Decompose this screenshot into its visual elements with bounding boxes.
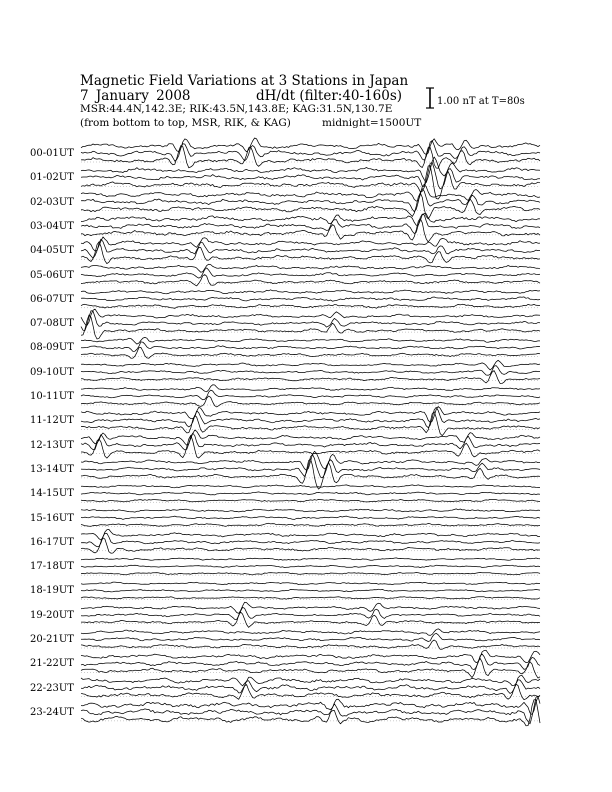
hour-label: 03-04UT [30, 220, 74, 232]
hour-label: 10-11UT [30, 391, 74, 402]
trace-msr-21-22UT [81, 658, 540, 678]
trace-kag-03-04UT [81, 214, 540, 226]
hour-label: 22-23UT [30, 682, 74, 694]
hour-label: 06-07UT [30, 293, 74, 305]
hour-label: 14-15UT [30, 488, 74, 500]
hour-label: 17-18UT [30, 561, 74, 573]
trace-kag-10-11UT [81, 385, 540, 392]
trace-group [81, 138, 540, 726]
station-order-note: (from bottom to top, MSR, RIK, & KAG) [80, 117, 291, 129]
trace-msr-03-04UT [81, 219, 540, 243]
trace-msr-00-01UT [81, 146, 540, 169]
trace-rik-19-20UT [81, 607, 540, 619]
trace-rik-14-15UT [81, 492, 540, 495]
trace-rik-04-05UT [81, 239, 540, 258]
hour-label: 11-12UT [30, 415, 74, 427]
trace-msr-10-11UT [81, 396, 540, 407]
hour-label: 19-20UT [30, 609, 74, 621]
trace-rik-08-09UT [81, 342, 540, 352]
hour-label: 18-19UT [30, 585, 74, 597]
trace-kag-21-22UT [81, 650, 540, 662]
trace-kag-17-18UT [81, 558, 540, 560]
hour-label: 15-16UT [30, 512, 74, 524]
scale-label: 1.00 nT at T=80s [437, 96, 525, 107]
scale-bar [426, 88, 434, 108]
trace-msr-19-20UT [81, 612, 540, 627]
trace-msr-09-10UT [81, 371, 540, 384]
trace-kag-15-16UT [81, 509, 540, 512]
trace-kag-13-14UT [81, 451, 540, 470]
trace-rik-15-16UT [81, 516, 540, 519]
hour-label: 02-03UT [30, 196, 74, 208]
trace-rik-12-13UT [81, 433, 540, 450]
hour-label: 16-17UT [30, 536, 74, 548]
trace-msr-07-08UT [81, 315, 540, 339]
trace-rik-18-19UT [81, 589, 540, 592]
trace-msr-13-14UT [81, 459, 540, 489]
chart-filter: dH/dt (filter:40-160s) [256, 88, 403, 104]
trace-msr-11-12UT [81, 412, 540, 436]
hour-label: 23-24UT [30, 706, 74, 718]
trace-rik-05-06UT [81, 268, 540, 278]
hour-label: 00-01UT [30, 148, 74, 159]
chart-date: 7 January 2008 [80, 88, 191, 104]
trace-msr-20-21UT [81, 640, 540, 649]
trace-kag-16-17UT [81, 529, 540, 540]
trace-msr-15-16UT [81, 523, 540, 526]
trace-kag-11-12UT [81, 407, 540, 423]
trace-rik-00-01UT [81, 141, 540, 162]
hour-label: 20-21UT [30, 634, 74, 645]
trace-kag-08-09UT [81, 337, 540, 344]
trace-msr-14-15UT [81, 499, 540, 502]
trace-msr-05-06UT [81, 275, 540, 286]
station-coordinates: MSR:44.4N,142.3E; RIK:43.5N,143.8E; KAG:31.5N,130.7E [80, 103, 393, 115]
trace-rik-06-07UT [81, 297, 540, 301]
trace-msr-18-19UT [81, 597, 540, 600]
trace-msr-04-05UT [81, 242, 540, 264]
trace-msr-17-18UT [81, 573, 540, 575]
trace-kag-09-10UT [81, 360, 540, 370]
trace-kag-18-19UT [81, 582, 540, 585]
trace-kag-05-06UT [81, 264, 540, 272]
trace-kag-12-13UT [81, 430, 540, 445]
trace-rik-09-10UT [81, 366, 540, 376]
trace-rik-11-12UT [81, 407, 540, 427]
trace-rik-07-08UT [81, 311, 540, 331]
trace-rik-10-11UT [81, 390, 540, 400]
hour-label: 07-08UT [30, 318, 74, 330]
hour-label: 21-22UT [30, 658, 74, 670]
trace-rik-20-21UT [81, 633, 540, 641]
trace-kag-00-01UT [81, 138, 540, 154]
trace-rik-01-02UT [81, 163, 540, 189]
trace-rik-17-18UT [81, 565, 540, 567]
trace-kag-06-07UT [81, 290, 540, 294]
hour-label: 01-02UT [30, 172, 74, 184]
trace-kag-20-21UT [81, 629, 540, 636]
hour-label: 04-05UT [30, 245, 74, 257]
hour-label: 08-09UT [30, 342, 74, 354]
hour-label: 13-14UT [30, 463, 74, 475]
trace-kag-19-20UT [81, 602, 540, 613]
trace-kag-02-03UT [81, 184, 540, 201]
hour-label: 05-06UT [30, 269, 74, 281]
trace-rik-03-04UT [81, 214, 540, 233]
chart-title: Magnetic Field Variations at 3 Stations in Japan [80, 73, 409, 89]
midnight-note: midnight=1500UT [322, 117, 422, 129]
trace-kag-14-15UT [81, 485, 540, 488]
trace-msr-23-24UT [81, 700, 540, 726]
hour-label: 12-13UT [30, 439, 74, 451]
hour-label: 09-10UT [30, 366, 74, 378]
trace-msr-22-23UT [81, 684, 540, 699]
